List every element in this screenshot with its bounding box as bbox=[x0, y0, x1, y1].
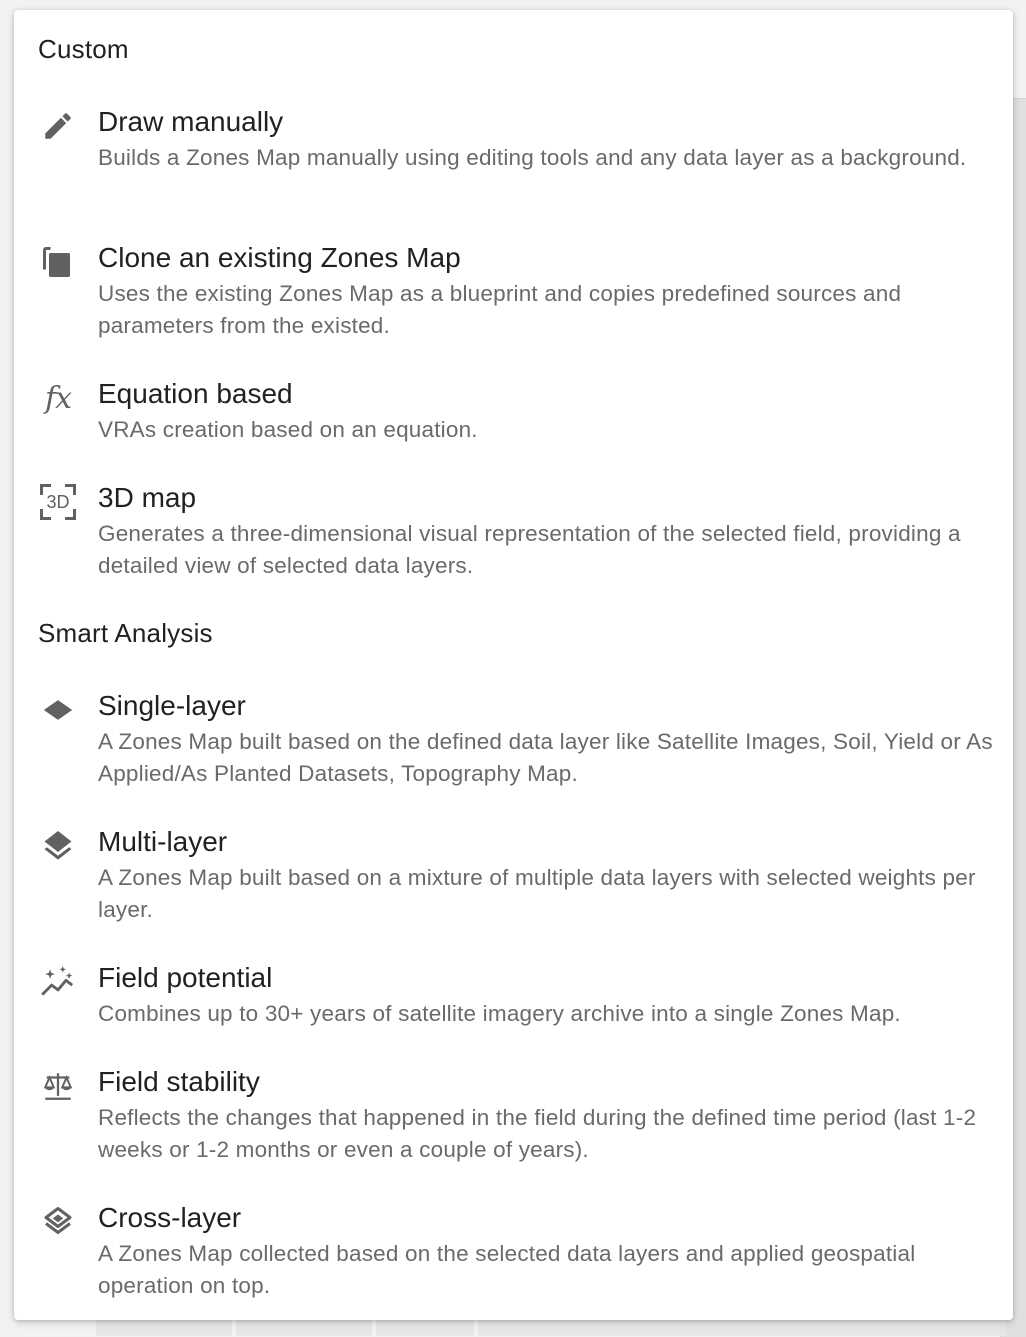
menu-item-title: Field stability bbox=[98, 1066, 260, 1097]
menu-item-equation-based[interactable] bbox=[14, 376, 1013, 446]
menu-item-clone-zones-map[interactable] bbox=[14, 240, 1013, 342]
create-zones-map-menu bbox=[14, 10, 1013, 1320]
menu-item-title: Field potential bbox=[98, 962, 273, 993]
diamond-icon bbox=[38, 690, 78, 730]
menu-item-title: Single-layer bbox=[98, 690, 246, 721]
menu-item-title: 3D map bbox=[98, 482, 197, 513]
menu-item-description: Combines up to 30+ years of satellite imagery archive into a single Zones Map. bbox=[98, 1001, 901, 1026]
menu-item-description: A Zones Map built based on the defined data layer like Satellite Images, Soil, Yield or As Applied/As Planted Datasets, Topography Map. bbox=[98, 729, 993, 786]
menu-item-title: Equation based bbox=[98, 378, 293, 409]
function-icon: fx bbox=[44, 380, 72, 416]
menu-item-description: A Zones Map built based on a mixture of multiple data layers with selected weights per layer. bbox=[98, 865, 976, 922]
menu-item-title: Cross-layer bbox=[98, 1202, 242, 1233]
background-button-row bbox=[96, 1318, 1006, 1336]
menu-item-description: Reflects the changes that happened in the field during the defined time period (last 1-2 weeks or 1-2 months or even a couple of years). bbox=[98, 1105, 977, 1162]
pencil-icon bbox=[38, 106, 78, 146]
menu-item-description: A Zones Map collected based on the selected data layers and applied geospatial operation on top. bbox=[98, 1241, 916, 1298]
menu-item-draw-manually[interactable] bbox=[14, 104, 1013, 174]
sparkle-trend-icon bbox=[38, 962, 78, 1002]
menu-item-single-layer[interactable] bbox=[14, 688, 1013, 790]
menu-item-description: Uses the existing Zones Map as a blueprint and copies predefined sources and parameters from the existed. bbox=[98, 281, 902, 338]
menu-item-description: Builds a Zones Map manually using editing tools and any data layer as a background. bbox=[98, 145, 967, 170]
menu-item-title: Draw manually bbox=[98, 106, 284, 137]
menu-item-field-potential[interactable] bbox=[14, 960, 1013, 1030]
cross-layer-icon bbox=[38, 1202, 78, 1242]
menu-item-title: Multi-layer bbox=[98, 826, 228, 857]
menu-item-field-stability[interactable] bbox=[14, 1064, 1013, 1166]
menu-item-description: Generates a three-dimensional visual representation of the selected field, providing a detailed view of selected data layers. bbox=[98, 521, 961, 578]
section-heading-custom: Custom bbox=[38, 34, 129, 64]
menu-item-title: Clone an existing Zones Map bbox=[98, 242, 461, 273]
menu-item-3d-map[interactable] bbox=[14, 480, 1013, 582]
menu-item-description: VRAs creation based on an equation. bbox=[98, 417, 478, 442]
balance-scale-icon bbox=[38, 1066, 78, 1106]
copy-icon bbox=[38, 242, 78, 282]
3d-view-icon: 3D bbox=[38, 482, 78, 522]
layers-icon bbox=[38, 826, 78, 866]
menu-item-multi-layer[interactable] bbox=[14, 824, 1013, 926]
menu-item-cross-layer[interactable] bbox=[14, 1200, 1013, 1302]
section-heading-smart-analysis: Smart Analysis bbox=[38, 618, 213, 648]
